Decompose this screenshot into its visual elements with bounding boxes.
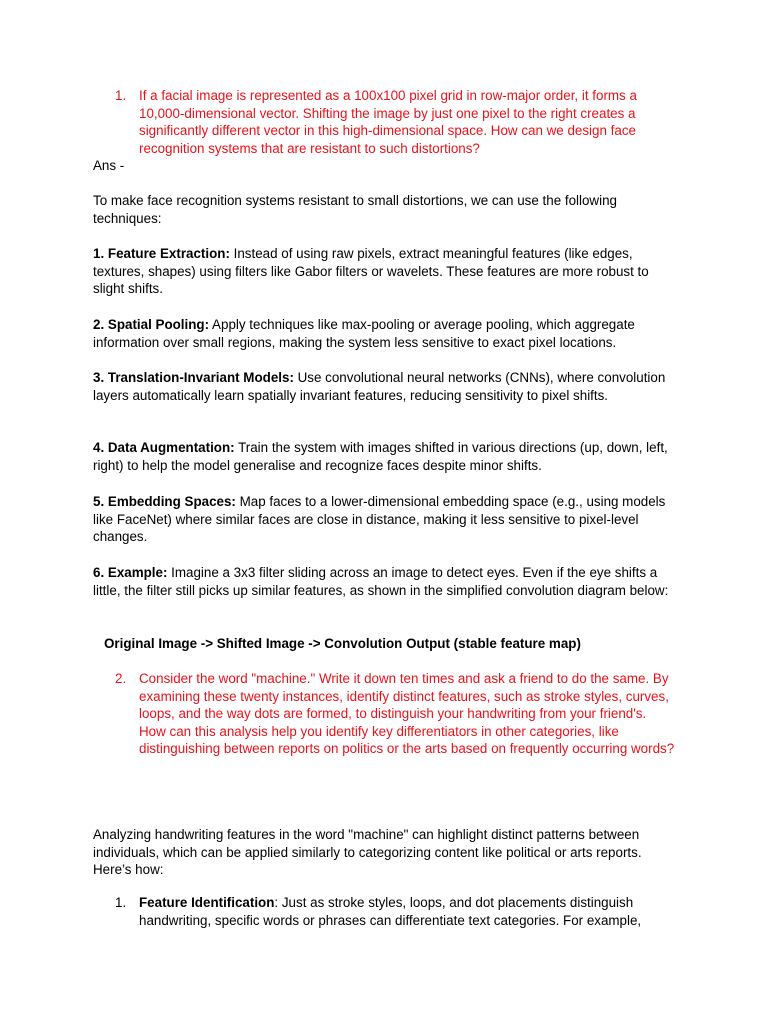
question-1-text: If a facial image is represented as a 100x100 pixel grid in row-major order, it forms a 10,000-dimensional vector. Shifting the image by just one pixel to the right creates a significantly different vector in this high-dimensional space. How can we design face recognition systems that are resistant to such distortions? bbox=[139, 88, 637, 156]
technique-3 bbox=[93, 369, 677, 404]
technique-5-title: 5. Embedding Spaces: bbox=[93, 494, 236, 509]
technique-1-body: Instead of using raw pixels, extract meaningful features (like edges, textures, shapes) using filters like Gabor filters or wavelets. These features are more robust to slight shifts. bbox=[93, 246, 649, 297]
technique-2-body: Apply techniques like max-pooling or average pooling, which aggregate information over small regions, making the system less sensitive to exact pixel locations. bbox=[93, 317, 635, 350]
technique-4 bbox=[93, 439, 677, 474]
analysis-item-1-body: : Just as stroke styles, loops, and dot placements distinguish handwriting, specific words or phrases can differentiate text categories. For example, bbox=[139, 895, 642, 928]
technique-6 bbox=[93, 564, 677, 599]
question-2-text: Consider the word "machine." Write it down ten times and ask a friend to do the same. By examining these twenty instances, identify distinct features, such as stroke styles, curves, loops, and the way dots are formed, to distinguish your handwriting from your friend's. How can this analysis help you identify key differentiators in other categories, like distinguishing between reports on politics or the arts based on frequently occurring words? bbox=[139, 671, 675, 757]
technique-2-title: 2. Spatial Pooling: bbox=[93, 317, 210, 332]
technique-5-body: Map faces to a lower-dimensional embedding space (e.g., using models like FaceNet) where similar faces are close in distance, making it less sensitive to pixel-level changes. bbox=[93, 494, 666, 545]
answer-label: Ans - bbox=[93, 158, 125, 173]
technique-5 bbox=[93, 493, 677, 546]
technique-3-title: 3. Translation-Invariant Models: bbox=[93, 370, 294, 385]
technique-2 bbox=[93, 316, 677, 351]
technique-1 bbox=[93, 245, 677, 298]
analysis-intro: Analyzing handwriting features in the word "machine" can highlight distinct patterns between individuals, which can be applied similarly to categorizing content like political or arts reports. Here’s how: bbox=[93, 827, 642, 878]
technique-3-body: Use convolutional neural networks (CNNs), where convolution layers automatically learn spatially invariant features, reducing sensitivity to pixel shifts. bbox=[93, 370, 666, 403]
technique-4-title: 4. Data Augmentation: bbox=[93, 440, 235, 455]
diagram-line: Original Image -> Shifted Image -> Convolution Output (stable feature map) bbox=[104, 636, 581, 651]
question-1-number: 1. bbox=[115, 88, 127, 103]
technique-6-body: Imagine a 3x3 filter sliding across an image to detect eyes. Even if the eye shifts a little, the filter still picks up similar features, as shown in the simplified convolution diagram below: bbox=[93, 565, 669, 598]
intro-paragraph: To make face recognition systems resistant to small distortions, we can use the following techniques: bbox=[93, 193, 617, 226]
question-2-number: 2. bbox=[115, 671, 127, 686]
technique-6-title: 6. Example: bbox=[93, 565, 168, 580]
technique-4-body: Train the system with images shifted in various directions (up, down, left, right) to help the model generalise and recognize faces despite minor shifts. bbox=[93, 440, 668, 473]
analysis-item-1-title: Feature Identification bbox=[139, 895, 275, 910]
technique-1-title: 1. Feature Extraction: bbox=[93, 246, 230, 261]
analysis-item-1-text bbox=[139, 894, 679, 929]
analysis-item-1-number: 1. bbox=[115, 895, 127, 910]
